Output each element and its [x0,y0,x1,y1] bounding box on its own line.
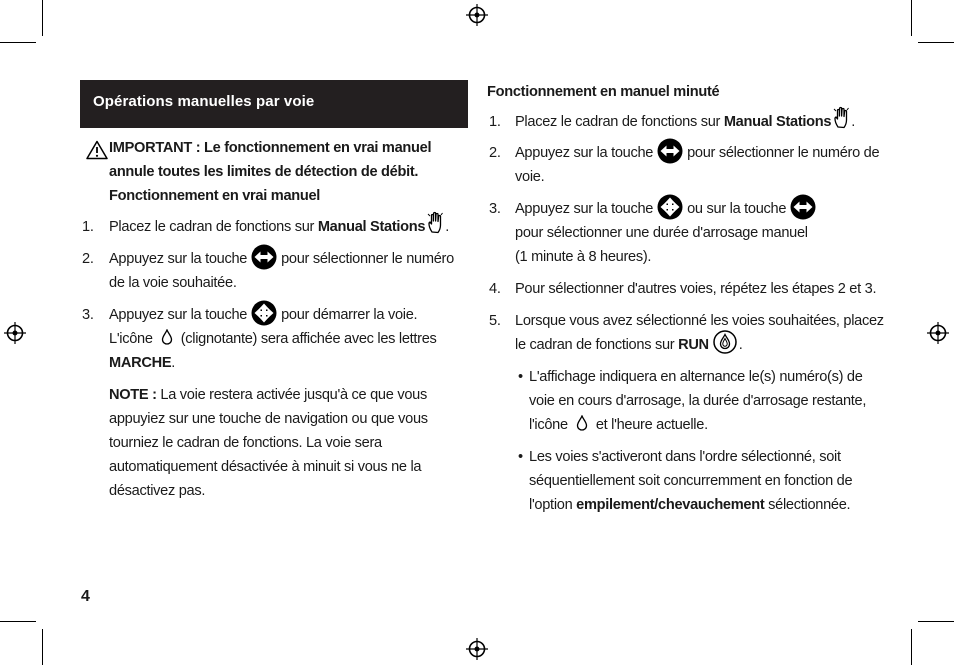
registration-mark-right-icon [927,322,949,344]
step-text: Lorsque vous avez sélectionné les voies souhaitées, placez le cadran de fonctions sur [515,313,884,353]
left-right-arrow-button-icon [251,244,277,270]
step-number: 2. [489,145,501,161]
step-text-end: . [445,219,449,235]
crop-mark-bottom-left-h [0,621,36,622]
plus-arrow-button-icon [657,194,683,220]
step-text-end: . [738,337,743,353]
note-paragraph [80,383,468,503]
crop-mark-top-right-v [911,0,912,36]
page-number: 4 [81,588,90,605]
hand-icon [833,106,851,130]
step-text-end: . [851,114,855,130]
step-text: Placez le cadran de fonctions sur [109,219,318,235]
step-number: 3. [489,201,501,217]
right-column [487,80,887,517]
crop-mark-top-left-v [42,0,43,36]
step-text-end: pour démarrer la voie. [281,307,418,323]
step-number: 4. [489,281,501,297]
run-label: RUN [678,337,709,353]
bullet-text: Les voies s'activeront dans l'ordre sélectionné, soit séquentiellement soit concurremment en fonction de l'option [529,449,853,513]
note-label: NOTE : [109,387,157,403]
manual-step-3 [80,303,468,375]
section-title: Opérations manuelles par voie [80,80,468,128]
left-right-arrow-button-icon [657,138,683,164]
crop-mark-bottom-right-h [918,621,954,622]
left-column [80,80,468,503]
step-text-line2: L'icône [109,331,153,347]
hand-icon [427,211,445,235]
registration-mark-bottom-icon [466,638,488,660]
registration-mark-top-icon [466,4,488,26]
step-text: Appuyez sur la touche [109,307,248,323]
bullet-text-end: sélectionnée. [764,497,851,513]
bullet-text: L'affichage indiquera en alternance le(s) numéro(s) de voie en cours d'arrosage, la durée d'arrosage restante, l'icône [529,369,867,433]
timed-manual-heading: Fonctionnement en manuel minuté [487,84,720,100]
stacking-option-label: empilement/chevauchement [576,497,765,513]
step-text: Appuyez sur la touche [515,145,654,161]
crop-mark-bottom-left-v [42,629,43,665]
crop-mark-top-right-h [918,42,954,43]
timed-step-3 [487,197,887,269]
minus-arrow-button-icon [790,194,816,220]
step-bold-text: Manual Stations [317,219,426,235]
step-text-range: (1 minute à 8 heures). [515,249,652,265]
step-number: 1. [82,219,94,235]
up-down-arrow-button-icon [251,300,277,326]
bullet-item-display [487,365,887,437]
note-text: La voie restera activée jusqu'à ce que vous appuyiez sur une touche de navigation ou que vous tourniez le cadran de fonctions. La voie sera automatiquement désactivée à minuit si vous ne la désactivez pas. [109,387,428,499]
manual-step-1 [80,215,468,239]
step-text: Pour sélectionner d'autres voies, répétez les étapes 2 et 3. [515,281,877,297]
step-text-period: . [171,355,176,371]
timed-step-4 [487,277,887,301]
step-text-line2-end: (clignotante) sera affichée avec les lettres [180,331,437,347]
step-number: 3. [82,307,94,323]
marche-label: MARCHE [109,355,172,371]
crop-mark-bottom-right-v [911,629,912,665]
step-text-end: pour sélectionner le numéro de la voie souhaitée. [109,251,454,291]
bullet-dot: • [518,449,523,465]
true-manual-subtitle: Fonctionnement en vrai manuel [109,188,321,204]
water-drop-icon [576,415,588,431]
step-bold-text: Manual Stations [723,114,832,130]
bullet-item-order [487,445,887,517]
timed-step-1 [487,110,887,134]
step-text: Appuyez sur la touche [515,201,654,217]
important-notice [80,136,468,208]
bullet-dot: • [518,369,523,385]
step-text-mid: ou sur la touche [687,201,787,217]
timed-step-5 [487,309,887,357]
step-number: 1. [489,114,501,130]
step-number: 5. [489,313,501,329]
step-text-end: pour sélectionner une durée d'arrosage manuel [515,225,808,241]
bullet-text-end: et l'heure actuelle. [595,417,708,433]
step-number: 2. [82,251,94,267]
run-drop-icon [713,330,737,354]
step-text: Placez le cadran de fonctions sur [515,114,724,130]
crop-mark-top-left-h [0,42,36,43]
step-text-end: pour sélectionner le numéro de voie. [515,145,880,185]
timed-step-2 [487,141,887,189]
manual-step-2 [80,247,468,295]
registration-mark-left-icon [4,322,26,344]
warning-icon [86,140,108,160]
step-text: Appuyez sur la touche [109,251,248,267]
important-label: IMPORTANT : Le fonctionnement en vrai manuel annule toutes les limites de détection de débit. [109,140,432,180]
water-drop-icon [161,329,173,345]
